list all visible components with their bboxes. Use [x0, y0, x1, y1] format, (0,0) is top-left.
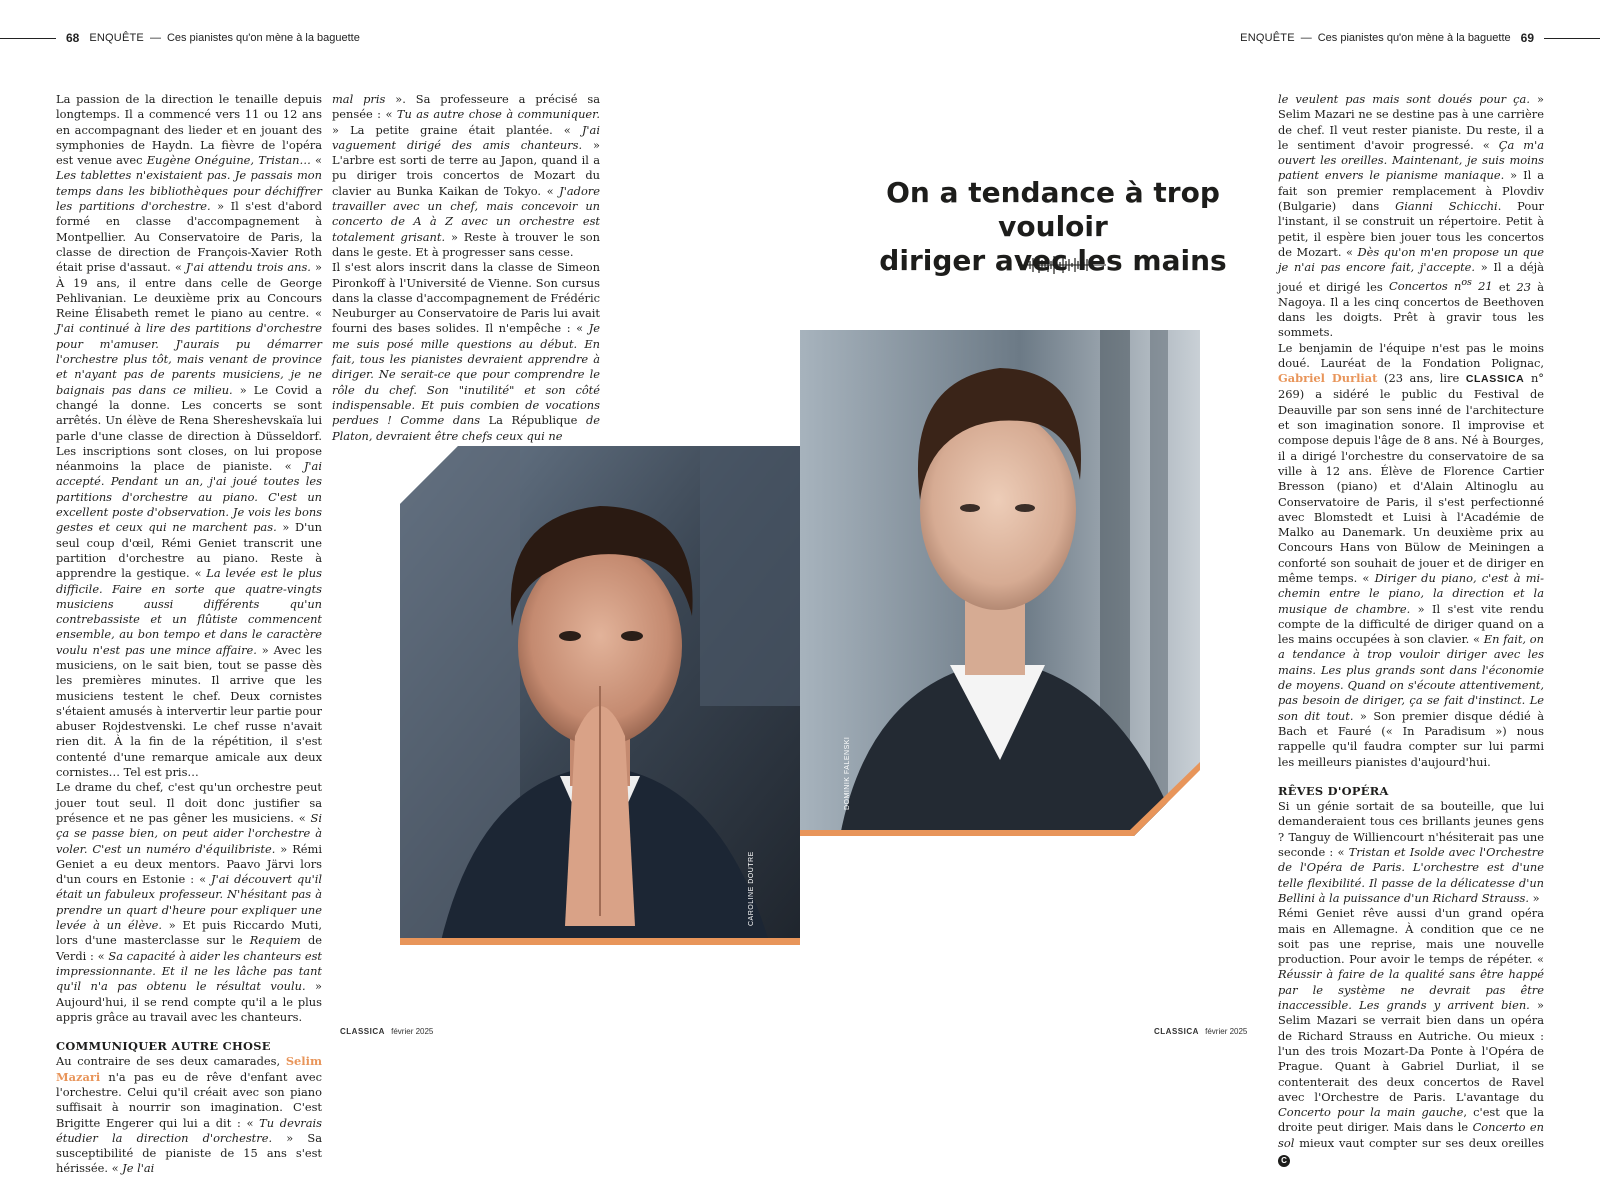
footer-magazine-right: CLASSICA — [1154, 1027, 1199, 1036]
paragraph: mal pris ». Sa professeure a précisé sa pensée : « Tu as autre chose à communiquer. » La petite graine était plantée. « J'ai vaguement dirigé des amis chanteurs. » L'arbre est sorti de terre au Japon, quand il a pu diriger trois concertos de Mozart du clavier au Bunka Kaikan de Tokyo. « J'adore travailler avec un chef, mais concevoir un concerto de A à Z avec un orchestre est totalement grisant. » Reste à trouver le son dans le geste. Et à progresser sans cesse. — [332, 92, 600, 259]
article-title-right: Ces pianistes qu'on mène à la baguette — [1317, 32, 1511, 44]
page-number-right: 69 — [1520, 31, 1534, 45]
header-dash-right: — — [1300, 32, 1312, 44]
magazine-name-inline: CLASSICA — [1465, 373, 1525, 386]
header-rule — [1544, 38, 1600, 39]
footer-date-right: février 2025 — [1205, 1027, 1248, 1036]
classica-end-mark-icon: C — [1278, 1155, 1290, 1167]
paragraph: le veulent pas mais sont doués pour ça. » Selim Mazari ne se destine pas à une carrière de chef. Il veut rester pianiste. Du reste, il a le sentiment d'avoir progressé. « Ça m'a ouvert les oreilles. Maintenant, je suis moins patient envers le pianisme maniaque. » Il a fait son premier remplacement à Plovdiv (Bulgarie) dans Gianni Schicchi. Pour l'instant, il se construit un répertoire. Petit à petit, il espère bien jouer tous les concertos de Mozart. « Dès qu'on m'en propose un que je n'ai pas encore fait, j'accepte. » Il a déjà joué et dirigé les Concertos $n^{os}$ 21 et 23 à Nagoya. Il a les cinq concertos de Beethoven dans les doigts. Prêt à gravir tous les sommets. — [1278, 92, 1545, 340]
paragraph: La passion de la direction le tenaille depuis longtemps. Il a commencé vers 11 ou 12 ans en accompagnant des lieder et en jouant des symphonies de Haydn. La fièvre de l'opéra est venue avec Eugène Onéguine, Tristan… « Les tablettes n'existaient pas. Je passais mon temps dans les bibliothèques pour déchiffrer les partitions d'orchestre. » Il s'est d'abord formé en classe d'accompagnement à Montpellier. Au Conservatoire de Paris, la classe de direction de François-Xavier Roth était prise d'assaut. « J'ai attendu trois ans. » À 19 ans, il entre dans celle de George Pehlivanian. Le deuxième prix au Concours Reine Élisabeth remet le piano au centre. « J'ai continué à lire des partitions d'orchestre pour m'amuser. J'aurais pu démarrer l'orchestre plus tôt, mais venant de province et n'ayant pas de parents musiciens, je ne baignais pas dans ce milieu. » Le Covid a changé la donne. Les concerts se sont arrêtés. Un élève de Rena Shereshevskaïa lui parle d'une classe de direction à Düsseldorf. Les inscriptions sont closes, on lui propose néanmoins la place de pianiste. « J'ai accepté. Pendant un an, j'ai joué toutes les partitions d'orchestre au piano. C'est un excellent poste d'observation. Je vois les bons gestes et ceux qui ne marchent pas. » D'un seul coup d'œil, Rémi Geniet transcrit une partition d'orchestre au piano. Reste à apprendre la gestique. « La levée est le plus difficile. Faire en sorte que quatre-vingts musiciens aussi différents qu'un contrebassiste et un flûtiste commencent ensemble, au bon tempo et dans le caractère voulu n'est pas une mince affaire. » Avec les musiciens, on le sait bien, tout se passe dès les premières minutes. Il arrive que les musiciens testent le chef. Deux cornistes s'étaient amusés à intervertir leur partie pour abuser Rojdestvenski. Le chef russe n'avait rien dit. À la fin de la répétition, il s'est contenté d'une remarque amicale aux deux cornistes… Tel est pris… — [56, 92, 323, 780]
portrait-photo-1 — [400, 446, 800, 945]
paragraph: Le drame du chef, c'est qu'un orchestre peut jouer tout seul. Il doit donc justifier sa présence et ne pas gêner les musiciens. « Si ça se passe bien, on peut aider l'orchestre à voler. C'est un numéro d'équilibriste. » Rémi Geniet a eu deux mentors. Paavo Järvi lors d'un cours en Estonie : « J'ai découvert qu'il était un fabuleux professeur. N'hésitant pas à prendre un quart d'heure pour expliquer une levée à un élève. » Et puis Riccardo Muti, lors d'une masterclasse sur le Requiem de Verdi : « Sa capacité à aider les chanteurs est impressionnante. Et il ne les lâche pas tant qu'il n'a pas obtenu le résultat voulu. » Aujourd'hui, il se rend compte qu'il a le plus appris grâce au travail avec les chanteurs. — [56, 780, 323, 1024]
paragraph: Il s'est alors inscrit dans la classe de Simeon Pironkoff à l'Université de Vienne. Son cursus dans la classe d'accompagnement de Frédéric Neuburger au Conservatoire de Paris lui avait fourni des bases solides. Il n'empêche : « Je me suis posé mille questions au début. En fait, tous les pianistes devraient apprendre à diriger. Ne serait-ce que pour comprendre le rôle du chef. Son "inutilité" et son côté indispensable. Et puis combien de vocations perdues ! Comme dans La République de Platon, devraient être chefs ceux qui ne — [332, 260, 600, 443]
section-name-right: ENQUÊTE — [1240, 32, 1295, 44]
portrait-photo-2 — [800, 330, 1200, 836]
photo-credit-left: CAROLINE DOUTRE — [748, 851, 755, 926]
name-highlight-durliat: Gabriel Durliat — [1278, 371, 1378, 386]
subheading-reves: RÊVES D'OPÉRA — [1278, 783, 1389, 798]
photo-pianist-1 — [400, 446, 800, 945]
footer-left — [340, 1027, 433, 1036]
photo-pianist-2 — [800, 330, 1200, 836]
paragraph: Au contraire de ses deux camarades, Selim Mazari n'a pas eu de rêve d'enfant avec l'orchestre. Celui qu'il créait avec son piano suffisait à nourrir son imagination. C'est Brigitte Engerer qui lui a dit : « Tu devrais étudier la direction d'orchestre. » Sa susceptibilité de pianiste de 15 ans s'est hérissée. « Je l'ai — [56, 1054, 322, 1176]
photo-credit-right: DOMINIK FALENSKI — [844, 736, 851, 810]
footer-right — [1154, 1027, 1247, 1036]
header-rule — [0, 38, 56, 39]
article-column-1 — [56, 92, 323, 1176]
paragraph: Si un génie sortait de sa bouteille, que lui demanderaient tous ces brillants jeunes gens ? Tanguy de Williencourt n'hésiterait pas une seconde : « Tristan et Isolde avec l'Orchestre de l'Opéra de Paris. L'orchestre est d'une telle flexibilité. Il passe de la délicatesse d'un Bellini à la puissance d'un Richard Strauss. » — [1278, 799, 1544, 905]
article-title-left: Ces pianistes qu'on mène à la baguette — [166, 32, 360, 44]
pull-quote-line-2: diriger avec les mains — [879, 244, 1227, 277]
article-column-3 — [1278, 92, 1545, 1165]
right-page-header — [1240, 28, 1600, 48]
page-number-left: 68 — [66, 31, 80, 45]
name-highlight-mazari: Selim Mazari — [56, 1054, 322, 1084]
pull-quote-line-1: On a tendance à trop vouloir — [886, 176, 1220, 243]
article-column-2 — [332, 92, 600, 443]
footer-magazine-left: CLASSICA — [340, 1027, 385, 1036]
paragraph: Rémi Geniet rêve aussi d'un grand opéra mais en Allemagne. À condition que ce ne soit pas une reprise, mais une nouvelle production. Pour avoir le temps de répéter. « Réussir à faire de la qualité sans être happé par le système ne devrait pas être inaccessible. Les grands y arrivent bien. » Selim Mazari se verrait bien dans un opéra de Richard Strauss en Autriche. Ou mieux : l'un des trois Mozart-Da Ponte à l'Opéra de Prague. Quant à Gabriel Durliat, il se contenterait des deux concertos de Ravel avec l'Orchestre de Paris. L'avantage du Concerto pour la main gauche, c'est que la droite peut diriger. Mais dans le Concerto en sol mieux vaut compter sur ses deux oreilles C — [1278, 906, 1545, 1165]
section-name-left: ENQUÊTE — [89, 32, 144, 44]
paragraph: Le benjamin de l'équipe n'est pas le moins doué. Lauréat de la Fondation Polignac, Gabriel Durliat (23 ans, lire CLASSICA n° 269) a sidéré le public du Festival de Deauville par son sens inné de l'architecture et son imagination sonore. Il improvise et compose depuis l'âge de 8 ans. Né à Bourges, il a dirigé l'orchestre du conservatoire de sa ville à 12 ans. Élève de Florence Cartier Bresson (piano) et d'Alain Altinoglu au Conservatoire de Paris, il s'est perfectionné avec Blomstedt et Luisi à l'Académie de Malko au Danemark. Un deuxième prix au Concours Hans von Bülow de Meiningen a conforté son souhait de jouer et de diriger en même temps. « Diriger du piano, c'est à mi-chemin entre le piano, la direction et la musique de chambre. » Il s'est vite rendu compte de la difficulté de diriger quand on a les mains occupées à son clavier. « En fait, on a tendance à trop vouloir diriger avec les mains. Les plus grands sont dans l'économie de moyens. Quand on s'écoute attentivement, pas besoin de diriger, ça se fait d'instinct. Le son dit tout. » Son premier disque dédié à Bach et Fauré (« In Paradisum ») nous rappelle qu'il faudra compter sur lui parmi les meilleurs pianistes d'aujourd'hui. — [1278, 340, 1545, 769]
left-page-header — [0, 28, 360, 48]
soundwave-ornament-icon — [1018, 255, 1106, 275]
footer-date-left: février 2025 — [391, 1027, 434, 1036]
subheading-communiquer: COMMUNIQUER AUTRE CHOSE — [56, 1039, 271, 1054]
header-dash-left: — — [149, 32, 161, 44]
